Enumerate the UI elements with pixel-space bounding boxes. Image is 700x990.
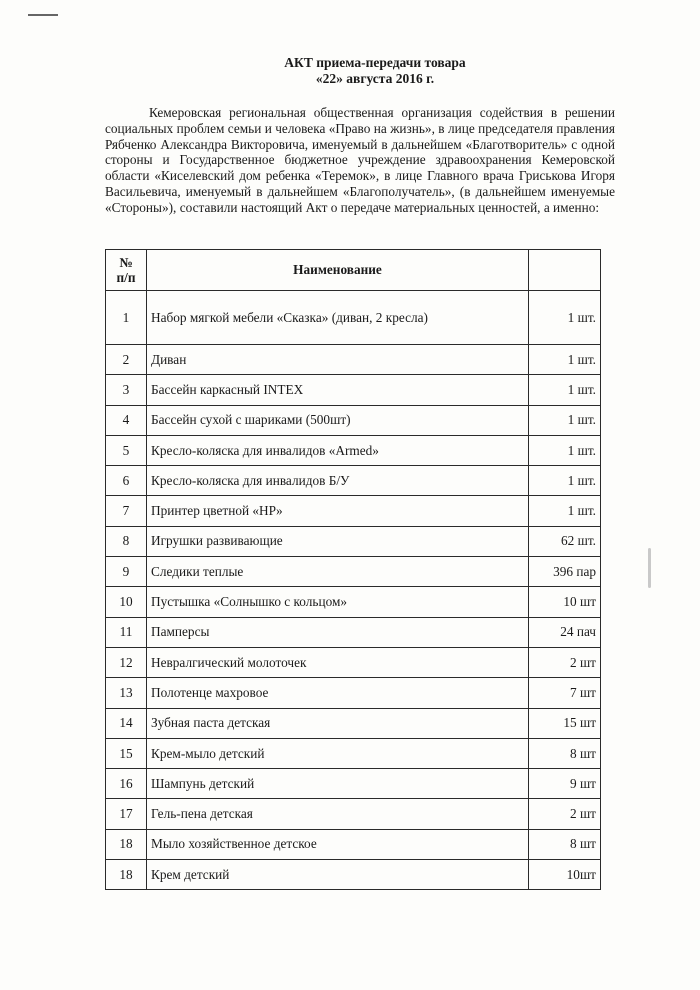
item-name: Полотенце махровое bbox=[147, 678, 529, 708]
item-quantity: 24 пач bbox=[529, 617, 601, 647]
item-name: Кресло-коляска для инвалидов «Armed» bbox=[147, 435, 529, 465]
item-number: 7 bbox=[106, 496, 147, 526]
item-name: Гель-пена детская bbox=[147, 799, 529, 829]
item-quantity: 62 шт. bbox=[529, 526, 601, 556]
items-table bbox=[105, 249, 601, 890]
item-name: Зубная паста детская bbox=[147, 708, 529, 738]
item-quantity: 1 шт. bbox=[529, 435, 601, 465]
table-row bbox=[106, 496, 601, 526]
item-name: Кресло-коляска для инвалидов Б/У bbox=[147, 466, 529, 496]
table-row bbox=[106, 678, 601, 708]
header-number bbox=[106, 250, 147, 291]
item-name: Следики теплые bbox=[147, 557, 529, 587]
table-row bbox=[106, 587, 601, 617]
item-number: 9 bbox=[106, 557, 147, 587]
item-quantity: 1 шт. bbox=[529, 405, 601, 435]
item-quantity: 7 шт bbox=[529, 678, 601, 708]
table-row bbox=[106, 769, 601, 799]
item-quantity: 10 шт bbox=[529, 587, 601, 617]
item-name: Шампунь детский bbox=[147, 769, 529, 799]
title-line-2: «22» августа 2016 г. bbox=[315, 71, 435, 86]
table-row bbox=[106, 799, 601, 829]
item-quantity: 15 шт bbox=[529, 708, 601, 738]
item-number: 4 bbox=[106, 405, 147, 435]
item-quantity: 1 шт. bbox=[529, 375, 601, 405]
item-quantity: 1 шт. bbox=[529, 291, 601, 345]
table-row bbox=[106, 557, 601, 587]
item-name: Игрушки развивающие bbox=[147, 526, 529, 556]
table-header-row bbox=[106, 250, 601, 291]
header-number-line1: № bbox=[119, 255, 133, 270]
item-quantity: 1 шт. bbox=[529, 496, 601, 526]
item-quantity: 8 шт bbox=[529, 829, 601, 859]
item-quantity: 10шт bbox=[529, 860, 601, 890]
item-number: 1 bbox=[106, 291, 147, 345]
item-quantity: 9 шт bbox=[529, 769, 601, 799]
header-number-line2: п/п bbox=[116, 270, 136, 285]
header-quantity bbox=[529, 250, 601, 291]
item-number: 3 bbox=[106, 375, 147, 405]
item-number: 15 bbox=[106, 738, 147, 768]
item-name: Невралгический молоточек bbox=[147, 647, 529, 677]
table-row bbox=[106, 375, 601, 405]
item-quantity: 396 пар bbox=[529, 557, 601, 587]
item-name: Бассейн каркасный INTEX bbox=[147, 375, 529, 405]
item-name: Диван bbox=[147, 345, 529, 375]
item-name: Принтер цветной «HP» bbox=[147, 496, 529, 526]
item-number: 18 bbox=[106, 829, 147, 859]
table-row bbox=[106, 708, 601, 738]
table-row bbox=[106, 617, 601, 647]
item-number: 11 bbox=[106, 617, 147, 647]
header-name: Наименование bbox=[147, 250, 529, 291]
table-body bbox=[106, 291, 601, 890]
item-quantity: 2 шт bbox=[529, 799, 601, 829]
item-number: 13 bbox=[106, 678, 147, 708]
item-quantity: 1 шт. bbox=[529, 466, 601, 496]
item-name: Пустышка «Солнышко с кольцом» bbox=[147, 587, 529, 617]
item-name: Мыло хозяйственное детское bbox=[147, 829, 529, 859]
item-quantity: 2 шт bbox=[529, 647, 601, 677]
table-row bbox=[106, 860, 601, 890]
document-title bbox=[0, 55, 700, 87]
item-number: 8 bbox=[106, 526, 147, 556]
item-number: 18 bbox=[106, 860, 147, 890]
table-row bbox=[106, 405, 601, 435]
table-row bbox=[106, 291, 601, 345]
scan-artifact-side-mark bbox=[648, 548, 651, 588]
table-row bbox=[106, 738, 601, 768]
item-quantity: 8 шт bbox=[529, 738, 601, 768]
item-name: Крем-мыло детский bbox=[147, 738, 529, 768]
intro-paragraph: Кемеровская региональная общественная организация содействия в решении социальных проблем семьи и человека «Право на жизнь», в лице председателя правления Рябченко Александра Викторовича, именуемый в дальнейшем «Благотворитель» с одной стороны и Государственное бюджетное учреждение здравоохранения Кемеровской области «Киселевский дом ребенка «Теремок», в лице Главного врача Гриськова Игоря Васильевича, именуемый в дальнейшем «Благополучатель», (в дальнейшем именуемые «Стороны»), составили настоящий Акт о передаче материальных ценностей, а именно: bbox=[105, 105, 615, 215]
table-row bbox=[106, 647, 601, 677]
item-name: Крем детский bbox=[147, 860, 529, 890]
item-number: 14 bbox=[106, 708, 147, 738]
item-quantity: 1 шт. bbox=[529, 345, 601, 375]
item-number: 10 bbox=[106, 587, 147, 617]
table-row bbox=[106, 829, 601, 859]
item-name: Бассейн сухой с шариками (500шт) bbox=[147, 405, 529, 435]
item-name: Памперсы bbox=[147, 617, 529, 647]
table-row bbox=[106, 466, 601, 496]
table-row bbox=[106, 345, 601, 375]
title-line-1: АКТ приема-передачи товара bbox=[284, 55, 466, 70]
item-name: Набор мягкой мебели «Сказка» (диван, 2 кресла) bbox=[147, 291, 529, 345]
table-row bbox=[106, 526, 601, 556]
item-number: 2 bbox=[106, 345, 147, 375]
item-number: 5 bbox=[106, 435, 147, 465]
item-number: 16 bbox=[106, 769, 147, 799]
table-row bbox=[106, 435, 601, 465]
item-number: 17 bbox=[106, 799, 147, 829]
item-number: 12 bbox=[106, 647, 147, 677]
item-number: 6 bbox=[106, 466, 147, 496]
scan-artifact-mark bbox=[28, 14, 58, 16]
